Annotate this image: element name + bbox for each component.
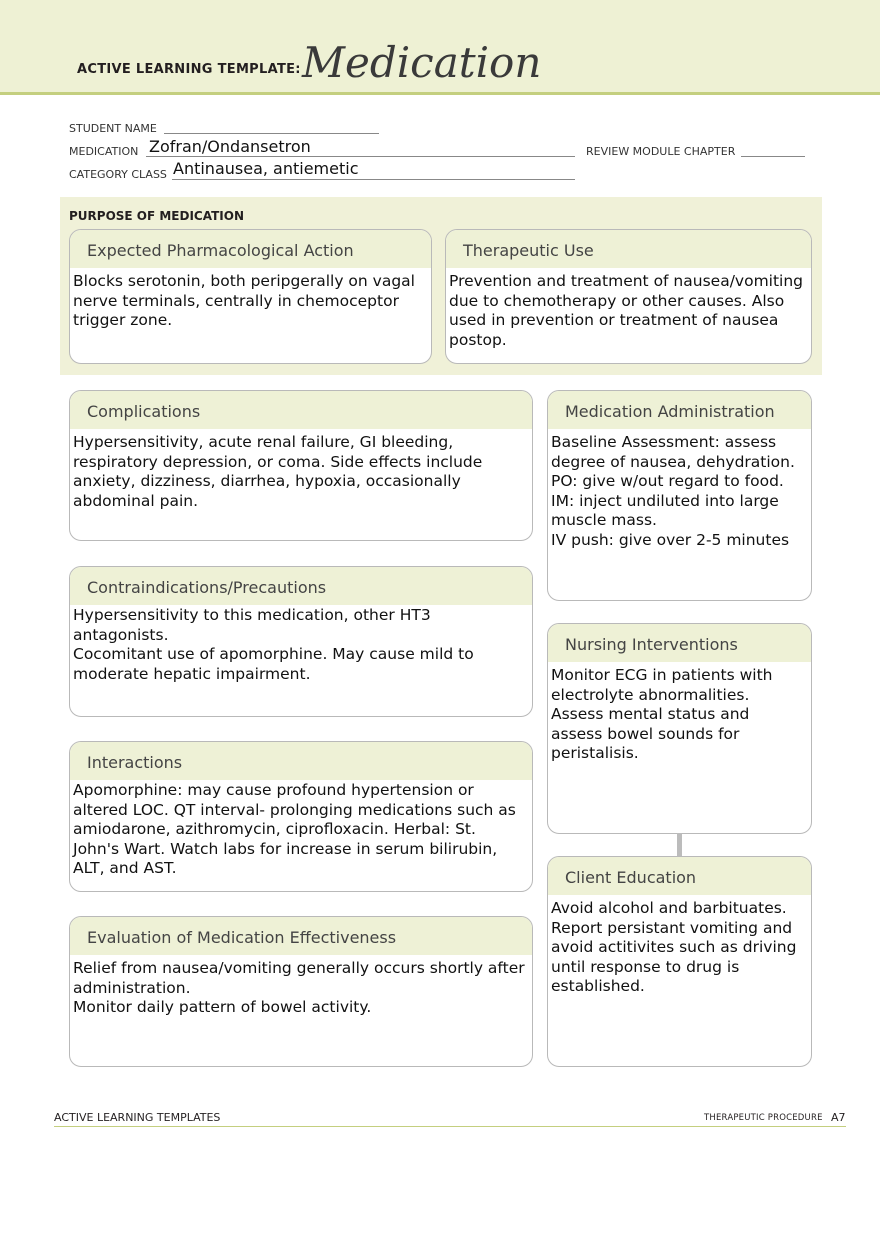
page-number: A7 bbox=[831, 1111, 846, 1124]
evaluation-title: Evaluation of Medication Effectiveness bbox=[70, 917, 532, 955]
student-name-label: STUDENT NAME bbox=[69, 122, 157, 135]
category-class-field[interactable] bbox=[172, 179, 575, 180]
expected-action-title: Expected Pharmacological Action bbox=[70, 230, 431, 268]
footer-left: ACTIVE LEARNING TEMPLATES bbox=[54, 1111, 221, 1124]
page-title: Medication bbox=[302, 38, 542, 87]
interactions-body[interactable]: Apomorphine: may cause profound hypertension or altered LOC. QT interval- prolonging medications such as amiodarone, azithromycin, ciprofloxacin. Herbal: St. John's Wart. Watch labs for increase in serum bilirubin, ALT, and AST. bbox=[73, 781, 516, 878]
medication-label: MEDICATION bbox=[69, 145, 139, 158]
category-class-value: Antinausea, antiemetic bbox=[173, 159, 359, 178]
footer-right: THERAPEUTIC PROCEDURE bbox=[704, 1113, 823, 1123]
evaluation-body[interactable]: Relief from nausea/vomiting generally occurs shortly after administration. Monitor daily pattern of bowel activity. bbox=[73, 959, 525, 1017]
complications-box bbox=[69, 390, 533, 541]
interactions-title: Interactions bbox=[70, 742, 532, 780]
contraindications-body[interactable]: Hypersensitivity to this medication, other HT3 antagonists. Cocomitant use of apomorphine. May cause mild to moderate hepatic impairment. bbox=[73, 606, 474, 683]
footer-divider bbox=[54, 1126, 846, 1127]
contraindications-title: Contraindications/Precautions bbox=[70, 567, 532, 605]
therapeutic-use-body[interactable]: Prevention and treatment of nausea/vomiting due to chemotherapy or other causes. Also used in prevention or treatment of nausea postop. bbox=[449, 272, 804, 349]
connector bbox=[677, 833, 682, 857]
complications-body[interactable]: Hypersensitivity, acute renal failure, GI bleeding, respiratory depression, or coma. Side effects include anxiety, dizziness, diarrhea, hypoxia, occasionally abdominal pain. bbox=[73, 433, 483, 510]
medication-field[interactable] bbox=[146, 156, 575, 157]
category-class-label: CATEGORY CLASS bbox=[69, 168, 167, 181]
therapeutic-use-title: Therapeutic Use bbox=[446, 230, 811, 268]
therapeutic-use-box bbox=[445, 229, 812, 364]
template-label: ACTIVE LEARNING TEMPLATE: bbox=[77, 62, 301, 77]
expected-action-box bbox=[69, 229, 432, 364]
administration-body[interactable]: Baseline Assessment: assess degree of nausea, dehydration. PO: give w/out regard to food. IM: inject undiluted into large muscle mass. IV push: give over 2-5 minutes bbox=[551, 433, 795, 549]
evaluation-box bbox=[69, 916, 533, 1067]
review-chapter-label: REVIEW MODULE CHAPTER bbox=[586, 145, 736, 158]
administration-box bbox=[547, 390, 812, 601]
education-box bbox=[547, 856, 812, 1067]
education-title: Client Education bbox=[548, 857, 811, 895]
interactions-box bbox=[69, 741, 533, 892]
purpose-label: PURPOSE OF MEDICATION bbox=[69, 209, 244, 223]
nursing-box bbox=[547, 623, 812, 834]
contraindications-box bbox=[69, 566, 533, 717]
student-name-field[interactable] bbox=[164, 133, 379, 134]
complications-title: Complications bbox=[70, 391, 532, 429]
nursing-title: Nursing Interventions bbox=[548, 624, 811, 662]
review-chapter-field[interactable] bbox=[741, 156, 805, 157]
header-banner bbox=[0, 0, 880, 95]
expected-action-body[interactable]: Blocks serotonin, both peripgerally on vagal nerve terminals, centrally in chemoceptor trigger zone. bbox=[73, 272, 415, 330]
medication-value: Zofran/Ondansetron bbox=[149, 137, 311, 156]
nursing-body[interactable]: Monitor ECG in patients with electrolyte abnormalities. Assess mental status and assess bowel sounds for peristalisis. bbox=[551, 666, 773, 763]
education-body[interactable]: Avoid alcohol and barbituates. Report persistant vomiting and avoid actitivites such as driving until response to drug is established. bbox=[551, 899, 797, 996]
administration-title: Medication Administration bbox=[548, 391, 811, 429]
